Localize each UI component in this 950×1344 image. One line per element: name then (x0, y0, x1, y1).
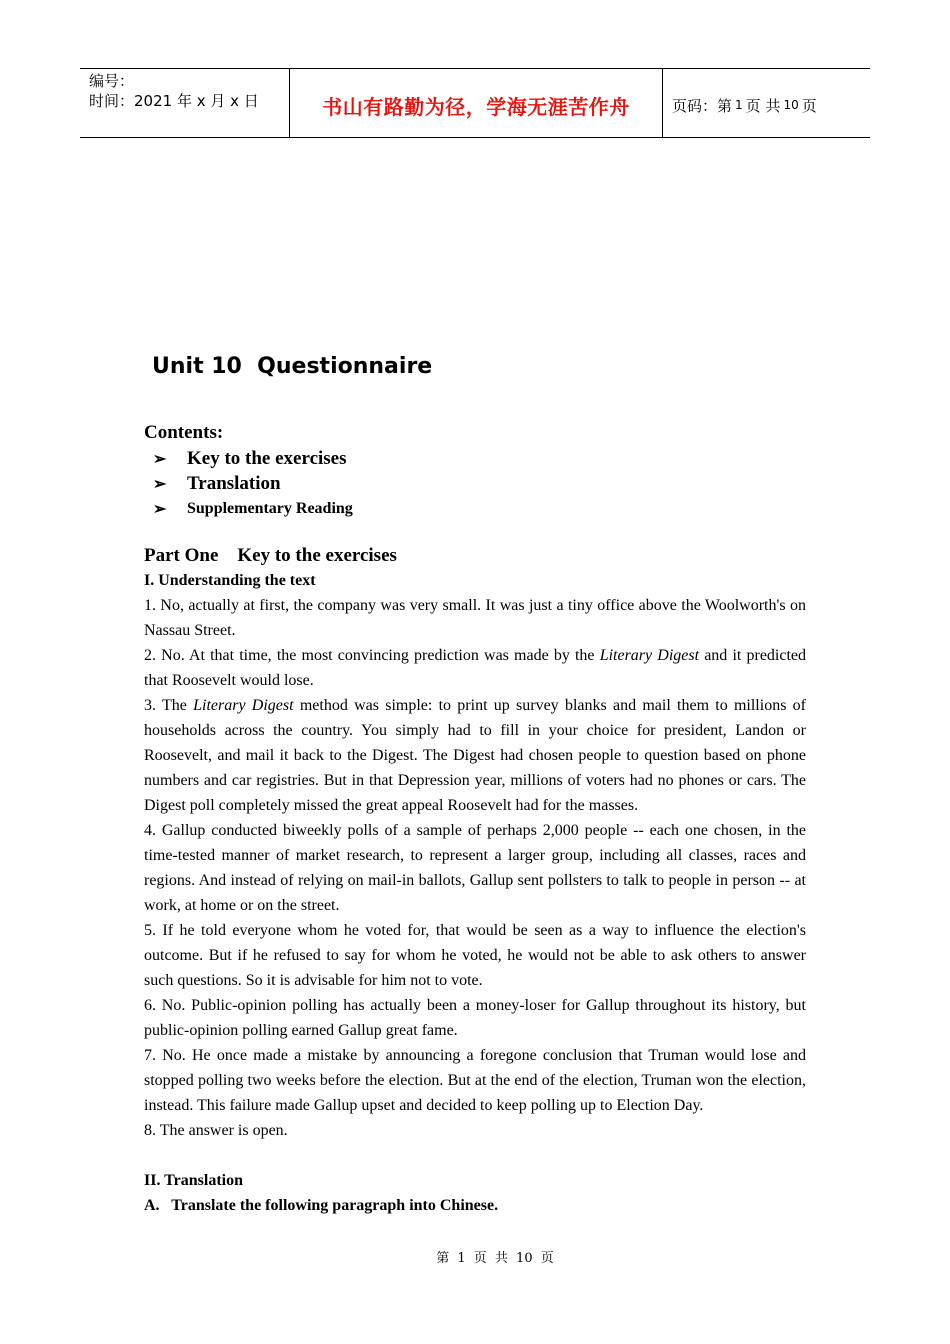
toc-item-supplementary (144, 496, 806, 521)
part-one-heading: Part One Key to the exercises (144, 545, 397, 566)
literary-digest-title: Literary Digest (193, 697, 294, 714)
page-mid: 页 共 (745, 96, 781, 115)
header-meta (80, 69, 290, 137)
toc-item-label: Supplementary Reading (187, 499, 353, 517)
answer-3 (144, 693, 806, 818)
page-header (80, 68, 870, 138)
spacer (144, 1143, 806, 1168)
page-footer: 第 1 页 共 10 页 (436, 1251, 554, 1266)
answer-5: 5. If he told everyone whom he voted for, that would be seen as a way to influence the election's outcome. But if he refused to say for whom he voted, he would not be able to ask others to answer such questions. So it is advisable for him not to vote. (144, 922, 806, 989)
answer-2 (144, 643, 806, 693)
contents-label: Contents: (144, 422, 224, 443)
toc-item-label: Key to the exercises (187, 447, 347, 469)
page-total: 10 (783, 98, 799, 112)
literary-digest-title: Literary Digest (599, 647, 700, 664)
answer-6: 6. No. Public-opinion polling has actually been a money-loser for Gallup throughout its history, but public-opinion polling earned Gallup great fame. (144, 997, 806, 1039)
answer-3-text: 3. The (144, 697, 194, 714)
toc-item-key (144, 446, 806, 471)
section-understanding-heading: I. Understanding the text (144, 572, 316, 589)
header-page-number (663, 69, 870, 137)
arrow-bullet-icon: ➢ (153, 450, 167, 468)
answer-2-text-end: and it predicted that Roosevelt would lose. (144, 647, 807, 689)
section-translation-heading: II. Translation (144, 1172, 243, 1189)
arrow-bullet-icon: ➢ (153, 500, 167, 518)
answer-4: 4. Gallup conducted biweekly polls of a sample of perhaps 2,000 people -- each one chosen, in the time-tested manner of market research, to represent a larger group, including all classes, races and regions. And instead of relying on mail-in ballots, Gallup sent pollsters to talk to people in person -- at work, at home or on the street. (144, 822, 806, 914)
time-label: 时间：2021 年 x 月 x 日 (89, 92, 259, 110)
number-label: 编号： (89, 72, 135, 90)
page-suffix: 页 (801, 96, 817, 115)
toc-item-label: Translation (187, 472, 281, 494)
translation-task-a: A. Translate the following paragraph into Chinese. (144, 1197, 499, 1214)
answer-1: 1. No, actually at first, the company was very small. It was just a tiny office above the Woolworth's on Nassau Street. (144, 597, 806, 639)
answer-7: 7. No. He once made a mistake by announcing a foregone conclusion that Truman would lose and stopped polling two weeks before the election. But at the end of the election, Truman won the election, instead. This failure made Gallup upset and decided to keep polling up to Election Day. (144, 1047, 806, 1114)
page-prefix: 页码：第 (672, 96, 733, 115)
header-motto: 书山有路勤为径，学海无涯苦作舟 (290, 69, 663, 137)
page-title: Unit 10 Questionnaire (152, 354, 433, 379)
answer-3-text-end: method was simple: to print up survey blanks and mail them to millions of households across the country. You simply had to fill in your choice for president, Landon or Roosevelt, and mail it back to the Digest. The Digest had chosen people to question based on phone numbers and car registries. But in that Depression year, millions of voters had no phones or cars. The Digest poll completely missed the great appeal Roosevelt had for the masses. (144, 697, 807, 814)
answer-2-text: 2. No. At that time, the most convincing prediction was made by the (144, 647, 600, 664)
page-current: 1 (735, 98, 743, 112)
document-body (144, 420, 806, 1218)
toc-item-translation (144, 471, 806, 496)
arrow-bullet-icon: ➢ (153, 475, 167, 493)
answer-8: 8. The answer is open. (144, 1122, 288, 1139)
